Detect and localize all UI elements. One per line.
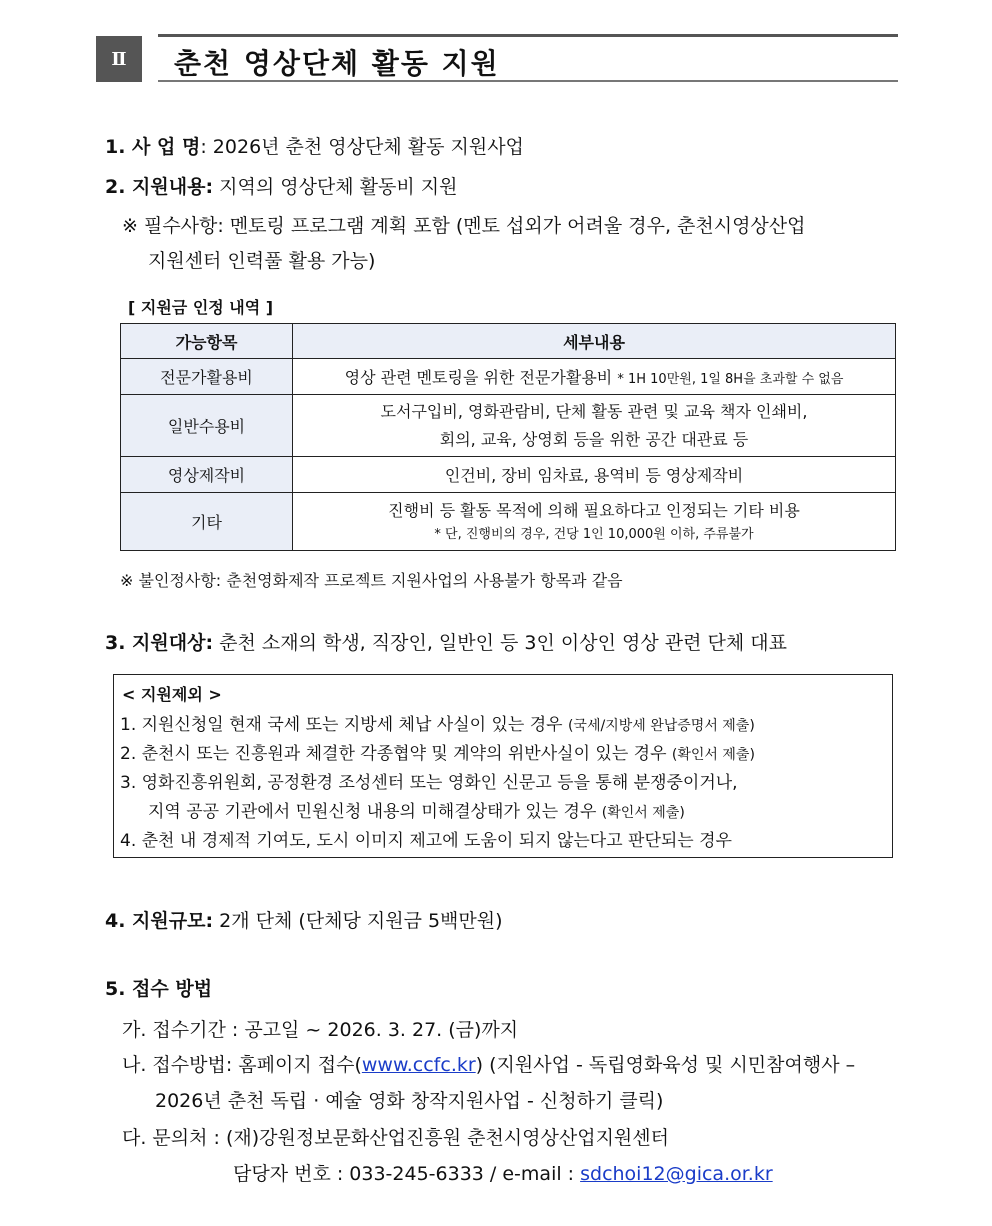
contact-line [233, 1159, 773, 1186]
exclusion-item-note: (국세/지방세 완납증명서 제출) [567, 718, 755, 734]
exclusion-title: < 지원제외 > [122, 685, 222, 704]
table-row [121, 457, 896, 493]
item-3-text: 춘천 소재의 학생, 직장인, 일반인 등 3인 이상인 영상 관련 단체 대표 [213, 632, 787, 654]
grant-table [120, 323, 896, 551]
exclusion-item-text: 지역 공공 기관에서 민원신청 내용의 미해결상태가 있는 경우 [148, 802, 602, 822]
required-note-line2: 지원센터 인력풀 활용 가능) [148, 250, 376, 272]
exclusion-item-note: (확인서 제출) [601, 805, 685, 821]
section-number: Ⅱ [111, 48, 127, 70]
header-rule-top [158, 34, 898, 37]
row-detail [293, 395, 896, 457]
col-header-detail: 세부내용 [293, 324, 896, 359]
grant-table-caption: [ 지원금 인정 내역 ] [128, 298, 274, 317]
item-5-b-pre: 나. 접수방법: 홈페이지 접수( [122, 1054, 362, 1076]
row-detail-text: 영상 관련 멘토링을 위한 전문가활용비 [344, 368, 613, 387]
grant-table-header [121, 324, 896, 359]
table-row [121, 493, 896, 551]
row-detail: 인건비, 장비 임차료, 용역비 등 영상제작비 [293, 457, 896, 493]
item-1-text: : 2026년 춘천 영상단체 활동 지원사업 [200, 136, 524, 158]
item-2-text: 지역의 영상단체 활동비 지원 [213, 176, 458, 198]
exclusion-item-3: 3. 영화진흥위원회, 공정환경 조성센터 또는 영화인 신문고 등을 통해 분쟁중이거나, [120, 773, 738, 793]
table-row [121, 395, 896, 457]
item-5-label: 5. 접수 방법 [105, 978, 213, 1000]
email-link[interactable]: sdchoi12@gica.or.kr [580, 1163, 773, 1185]
item-4-text: 2개 단체 (단체당 지원금 5백만원) [213, 910, 503, 932]
row-detail-note: * 1H 10만원, 1일 8H을 초과할 수 없음 [617, 372, 844, 387]
section-title: 춘천 영상단체 활동 지원 [174, 47, 500, 80]
row-detail-text: 진행비 등 활동 목적에 의해 필요하다고 인정되는 기타 비용 [388, 500, 800, 520]
exclusion-item-note: (확인서 제출) [671, 747, 755, 763]
section-number-badge [96, 36, 142, 82]
item-2 [105, 172, 458, 199]
item-4-label: 4. 지원규모: [105, 910, 214, 932]
table-row [121, 359, 896, 395]
required-note-line1: ※ 필수사항: 멘토링 프로그램 계획 포함 (멘토 섭외가 어려울 경우, 춘천시영상산업 [122, 215, 806, 237]
row-item: 기타 [121, 493, 293, 551]
exclusion-item-3-cont [148, 797, 685, 822]
row-item: 영상제작비 [121, 457, 293, 493]
item-3 [105, 628, 787, 655]
homepage-link[interactable]: www.ccfc.kr [361, 1054, 476, 1076]
exclusion-item-4: 4. 춘천 내 경제적 기여도, 도시 이미지 제고에 도움이 되지 않는다고 판단되는 경우 [120, 831, 732, 851]
contact-text: 담당자 번호 : 033-245-6333 / e-mail : [233, 1163, 581, 1185]
item-4 [105, 906, 503, 933]
exclusion-item-text: 2. 춘천시 또는 진흥원과 체결한 각종협약 및 계약의 위반사실이 있는 경우 [120, 744, 672, 764]
item-5-a: 가. 접수기간 : 공고일 ~ 2026. 3. 27. (금)까지 [122, 1019, 519, 1041]
item-5-c: 다. 문의처 : (재)강원정보문화산업진흥원 춘천시영상산업지원센터 [122, 1127, 669, 1149]
exclusion-item-2 [120, 739, 755, 764]
item-5-b [122, 1050, 855, 1077]
exclusion-item-text: 1. 지원신청일 현재 국세 또는 지방세 체납 사실이 있는 경우 [120, 715, 568, 735]
item-2-label: 2. 지원내용: [105, 176, 214, 198]
row-item: 일반수용비 [121, 395, 293, 457]
col-header-item: 가능항목 [121, 324, 293, 359]
item-1 [105, 132, 524, 159]
disallowed-note: ※ 불인정사항: 춘천영화제작 프로젝트 지원사업의 사용불가 항목과 같음 [120, 571, 623, 590]
row-detail-text: 도서구입비, 영화관람비, 단체 활동 관련 및 교육 책자 인쇄비, [380, 401, 808, 421]
item-1-label: 1. 사 업 명 [105, 136, 201, 158]
item-5-b-post: ) (지원사업 - 독립영화육성 및 시민참여행사 – [475, 1054, 856, 1076]
exclusion-item-1 [120, 710, 755, 735]
item-3-label: 3. 지원대상: [105, 632, 214, 654]
row-detail-text-2: 회의, 교육, 상영회 등을 위한 공간 대관료 등 [439, 429, 749, 449]
row-detail [293, 359, 896, 395]
row-detail [293, 493, 896, 551]
item-5-b-cont: 2026년 춘천 독립 · 예술 영화 창작지원사업 - 신청하기 클릭) [155, 1090, 664, 1112]
row-item: 전문가활용비 [121, 359, 293, 395]
row-detail-note: * 단, 진행비의 경우, 건당 1인 10,000원 이하, 주류불가 [434, 526, 754, 542]
